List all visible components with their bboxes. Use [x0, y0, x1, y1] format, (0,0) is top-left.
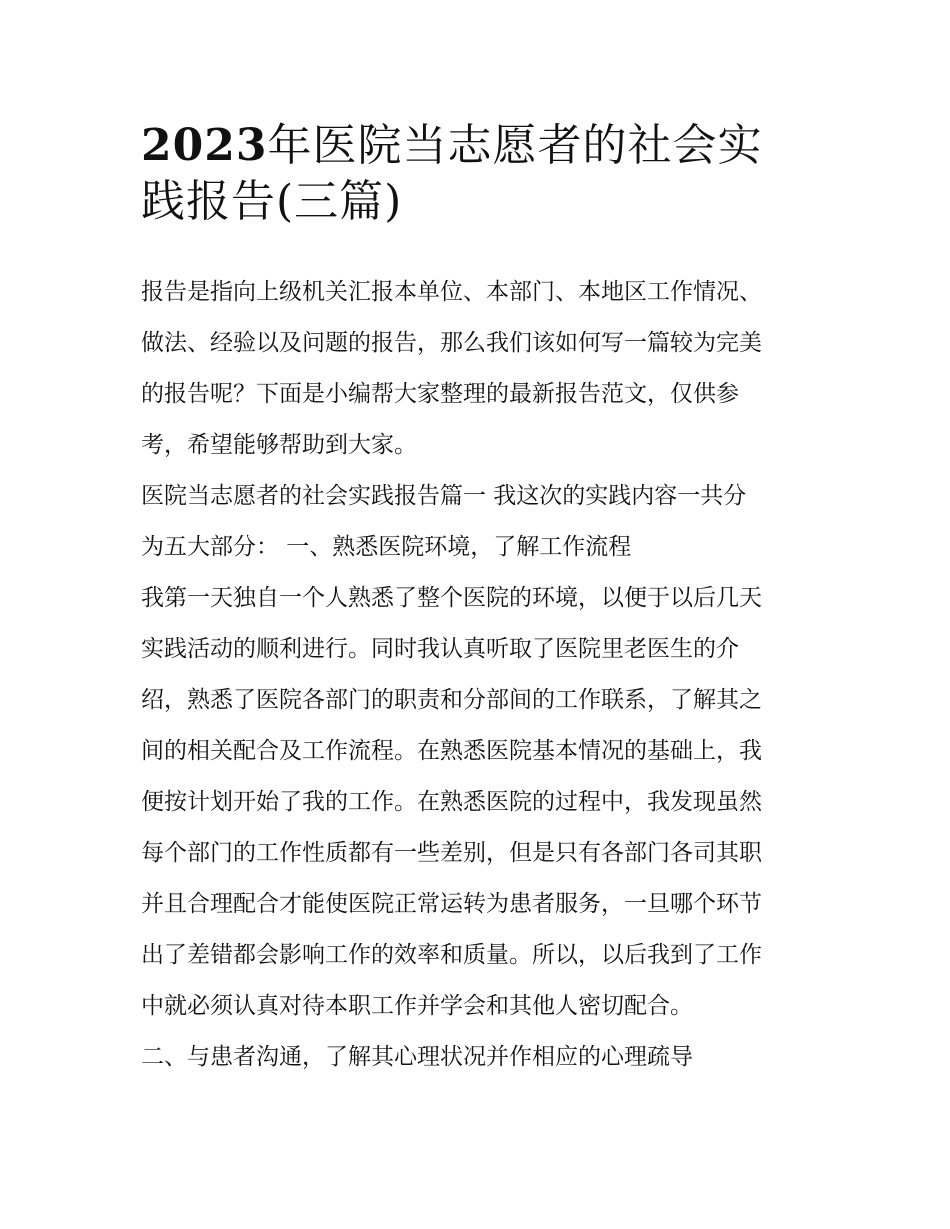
text-line: 中就必须认真对待本职工作并学会和其他人密切配合。 [141, 993, 693, 1019]
text-line: 为五大部分： 一、熟悉医院环境，了解工作流程 [141, 534, 632, 560]
title-line-1-text: 年医院当志愿者的社会实 [267, 120, 763, 171]
text-line: 二、与患者沟通，了解其心理状况并作相应的心理疏导 [141, 1044, 693, 1070]
text-line: 间的相关配合及工作流程。在熟悉医院基本情况的基础上，我 [141, 738, 762, 764]
title-line-1 [141, 118, 811, 174]
text-line: 每个部门的工作性质都有一些差别，但是只有各部门各司其职 [141, 840, 762, 866]
text-line: 绍，熟悉了医院各部门的职责和分部间的工作联系，了解其之 [141, 687, 762, 713]
text-line: 实践活动的顺利进行。同时我认真听取了医院里老医生的介 [141, 636, 739, 662]
text-line: 做法、经验以及问题的报告，那么我们该如何写一篇较为完美 [141, 330, 762, 356]
text-line: 出了差错都会影响工作的效率和质量。所以，以后我到了工作 [141, 942, 762, 968]
title-year: 2023 [141, 120, 268, 171]
text-line: 报告是指向上级机关汇报本单位、本部门、本地区工作情况、 [141, 279, 762, 305]
text-line: 的报告呢？下面是小编帮大家整理的最新报告范文，仅供参 [141, 381, 739, 407]
text-line: 便按计划开始了我的工作。在熟悉医院的过程中，我发现虽然 [141, 789, 762, 815]
text-line: 并且合理配合才能使医院正常运转为患者服务，一旦哪个环节 [141, 891, 762, 917]
text-line: 考，希望能够帮助到大家。 [141, 432, 417, 458]
document-body [141, 267, 811, 1083]
document-page [141, 118, 811, 1083]
text-line: 我第一天独自一个人熟悉了整个医院的环境，以便于以后几天 [141, 585, 762, 611]
document-title [141, 118, 811, 230]
text-line: 医院当志愿者的社会实践报告篇一 我这次的实践内容一共分 [141, 483, 747, 509]
title-line-2: 践报告(三篇) [141, 176, 403, 227]
